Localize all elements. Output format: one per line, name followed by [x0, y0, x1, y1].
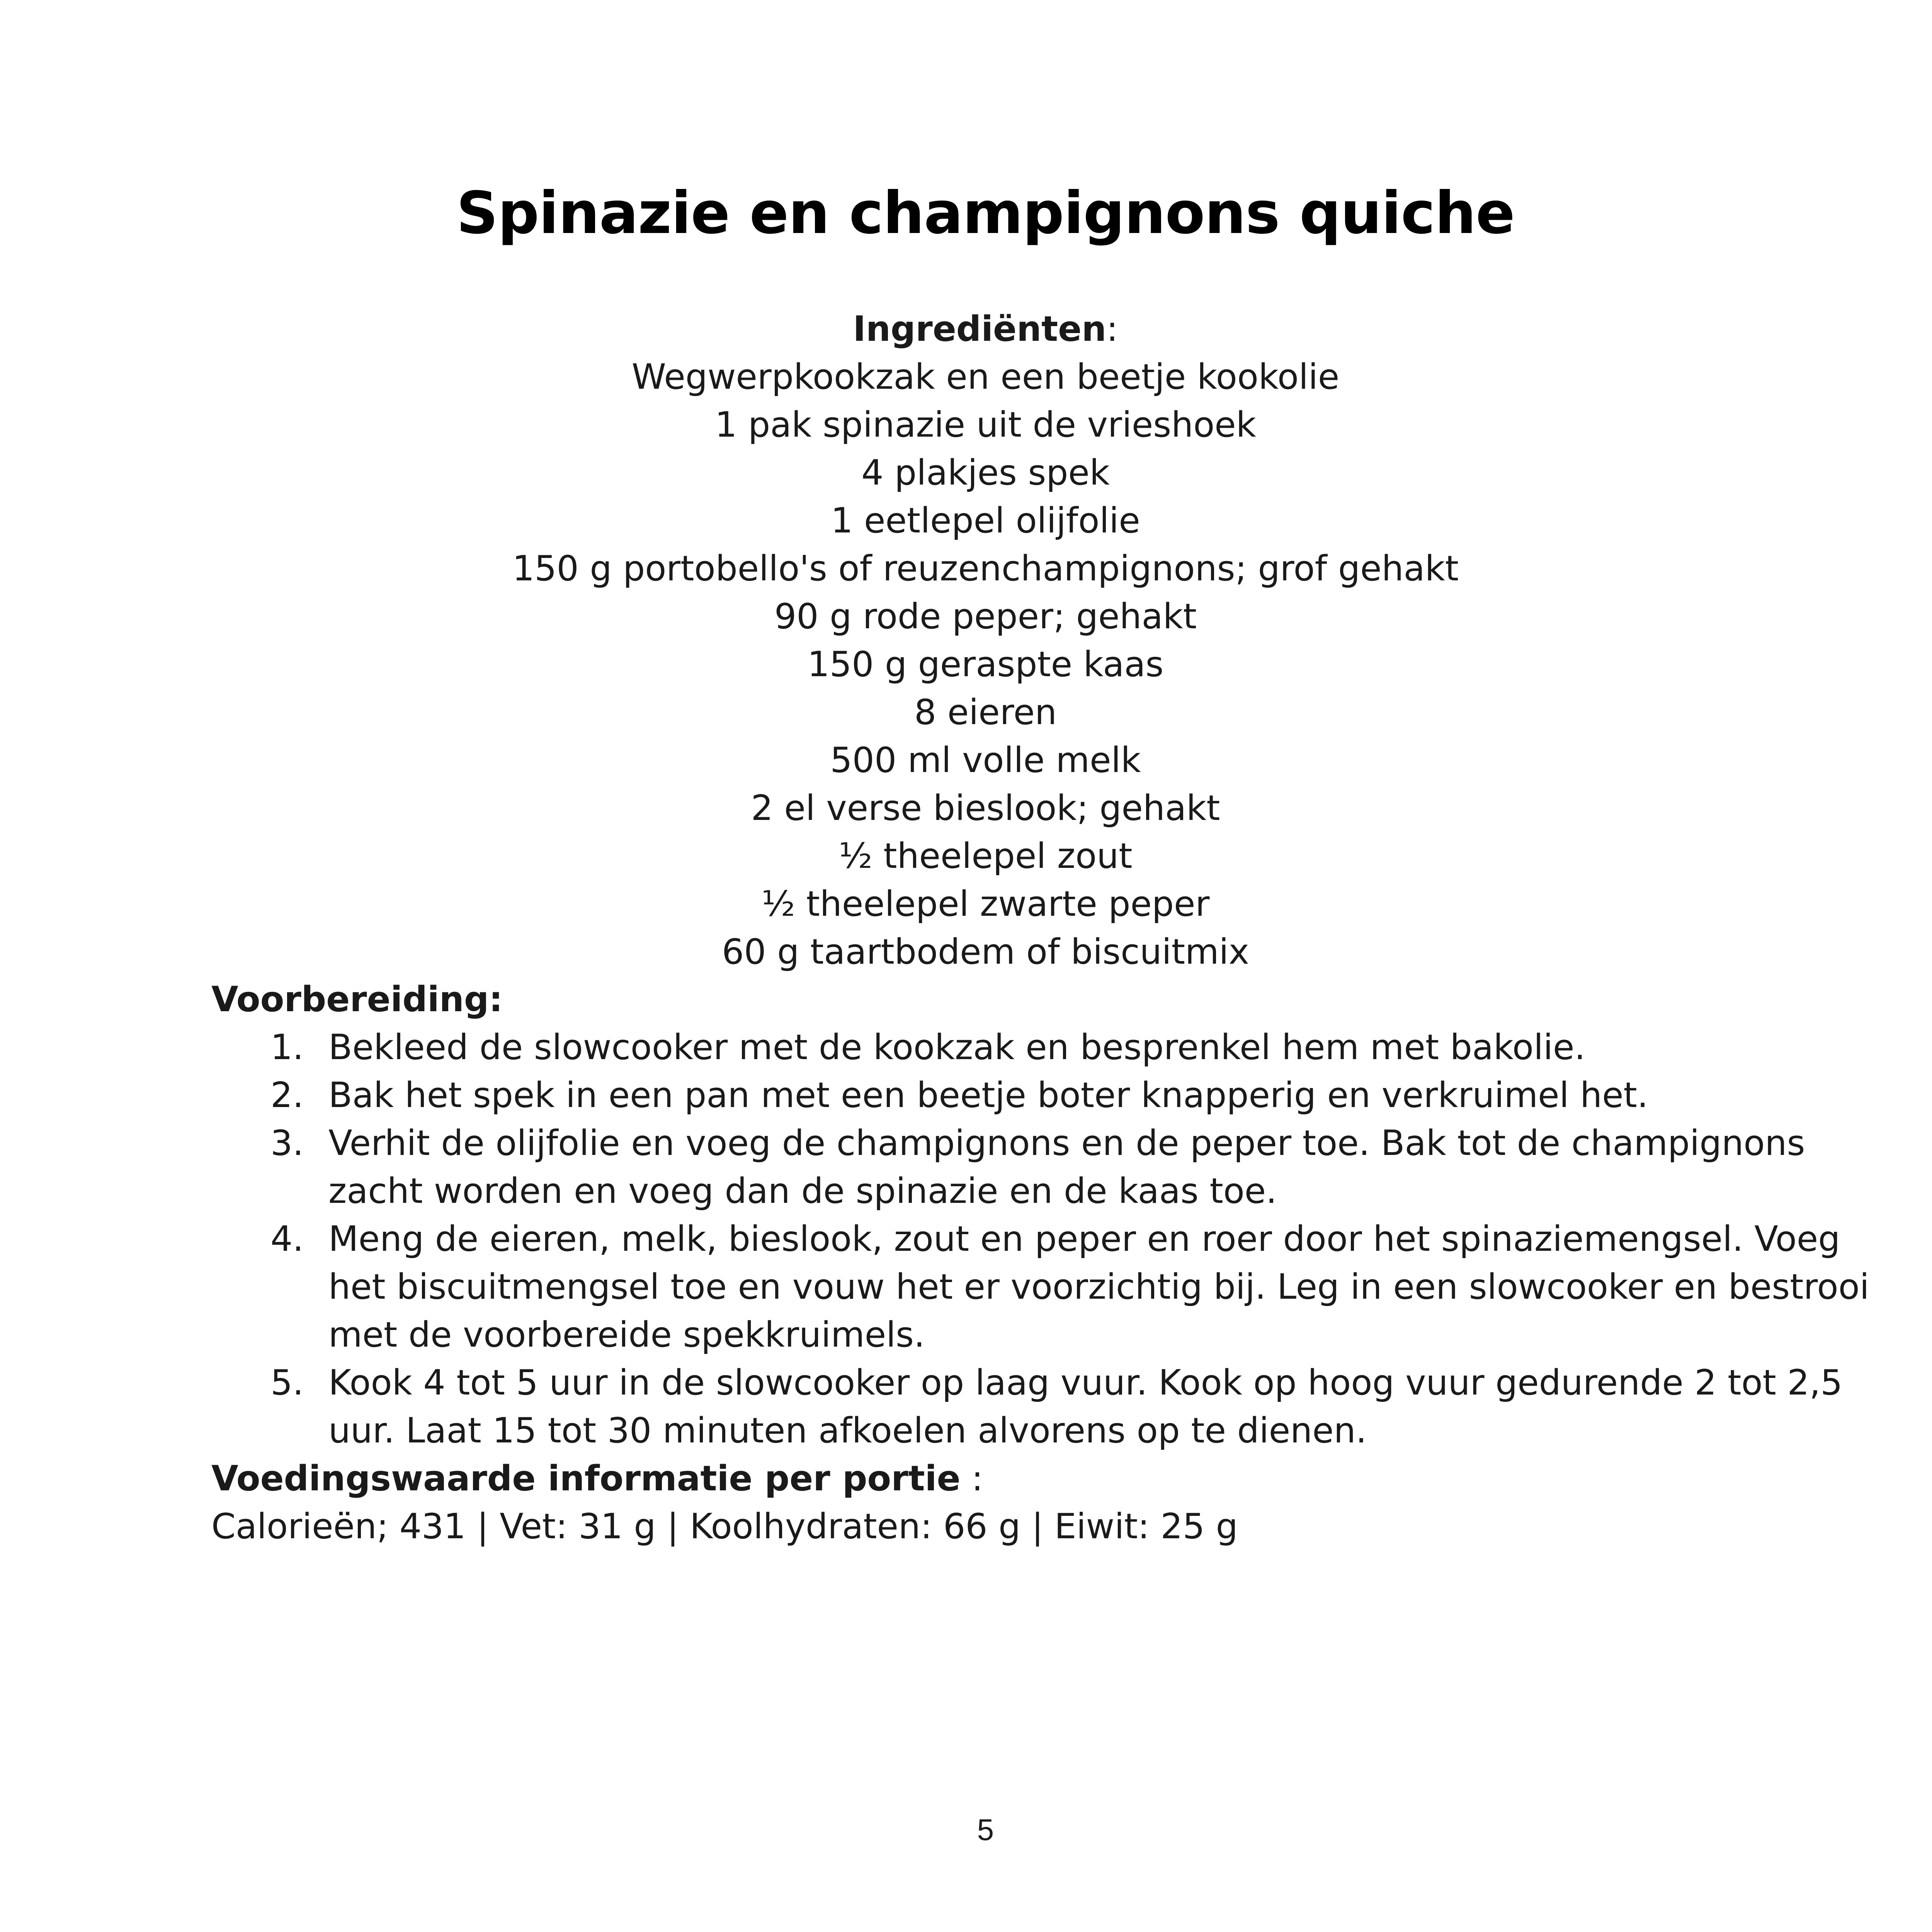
- recipe-title: Spinazie en champignons quiche: [456, 180, 1515, 247]
- preparation-step: [211, 1359, 1873, 1455]
- ingredient-item: 4 plakjes spek: [861, 452, 1110, 493]
- ingredient-item: 1 pak spinazie uit de vrieshoek: [715, 405, 1256, 445]
- step-text: Kook 4 tot 5 uur in de slowcooker op laag vuur. Kook op hoog vuur gedurende 2 tot 2,5 uur. Laat 15 tot 30 minuten afkoelen alvorens op te dienen.: [328, 1362, 1843, 1451]
- ingredients-heading-label: Ingrediënten: [853, 309, 1107, 349]
- ingredients-heading-colon: :: [1106, 309, 1118, 349]
- step-text: Verhit de olijfolie en voeg de champignons en de peper toe. Bak tot de champignons zacht worden en voeg dan de spinazie en de kaas toe.: [328, 1123, 1805, 1211]
- step-text: Bekleed de slowcooker met de kookzak en besprenkel hem met bakolie.: [328, 1027, 1585, 1068]
- nutrition-heading: [211, 1455, 1873, 1503]
- step-number: 2.: [270, 1075, 304, 1116]
- step-number: 1.: [270, 1027, 304, 1068]
- step-number: 5.: [270, 1362, 304, 1403]
- ingredient-item: 500 ml volle melk: [830, 740, 1141, 781]
- ingredients-list: [0, 353, 1932, 976]
- step-text: Meng de eieren, melk, bieslook, zout en peper en roer door het spinaziemengsel. Voeg het biscuitmengsel toe en vouw het er voorzichtig bij. Leg in een slowcooker en bestrooi met de voorbereide spekkruimels.: [328, 1219, 1869, 1355]
- preparation-step: [211, 1024, 1873, 1071]
- ingredient-item: ½ theelepel zout: [838, 836, 1133, 876]
- preparation-steps: [211, 1024, 1873, 1455]
- ingredient-item: 150 g portobello's of reuzenchampignons; grof gehakt: [512, 548, 1459, 589]
- ingredient-item: ½ theelepel zwarte peper: [761, 884, 1210, 924]
- step-number: 4.: [270, 1219, 304, 1259]
- ingredients-heading: [0, 305, 1932, 353]
- preparation-step: [211, 1215, 1873, 1359]
- preparation-step: [211, 1119, 1873, 1215]
- nutrition-heading-label: Voedingswaarde informatie per portie: [211, 1458, 961, 1499]
- ingredient-item: 2 el verse bieslook; gehakt: [751, 788, 1220, 828]
- page-number: 5: [977, 1813, 994, 1847]
- step-text: Bak het spek in een pan met een beetje boter knapperig en verkruimel het.: [328, 1075, 1648, 1116]
- ingredient-item: 150 g geraspte kaas: [807, 644, 1164, 685]
- instructions-section: [211, 976, 1873, 1551]
- ingredient-item: 8 eieren: [914, 692, 1057, 733]
- preparation-step: [211, 1071, 1873, 1119]
- ingredient-item: 1 eetlepel olijfolie: [831, 500, 1140, 541]
- ingredients-section: [0, 305, 1932, 976]
- ingredient-item: Wegwerpkookzak en een beetje kookolie: [631, 357, 1340, 397]
- step-number: 3.: [270, 1123, 304, 1163]
- preparation-heading: Voorbereiding:: [211, 979, 503, 1020]
- ingredient-item: 60 g taartbodem of biscuitmix: [722, 932, 1249, 972]
- nutrition-heading-colon: :: [960, 1458, 983, 1499]
- ingredient-item: 90 g rode peper; gehakt: [774, 596, 1197, 637]
- nutrition-values: Calorieën; 431 | Vet: 31 g | Koolhydraten: 66 g | Eiwit: 25 g: [211, 1506, 1238, 1547]
